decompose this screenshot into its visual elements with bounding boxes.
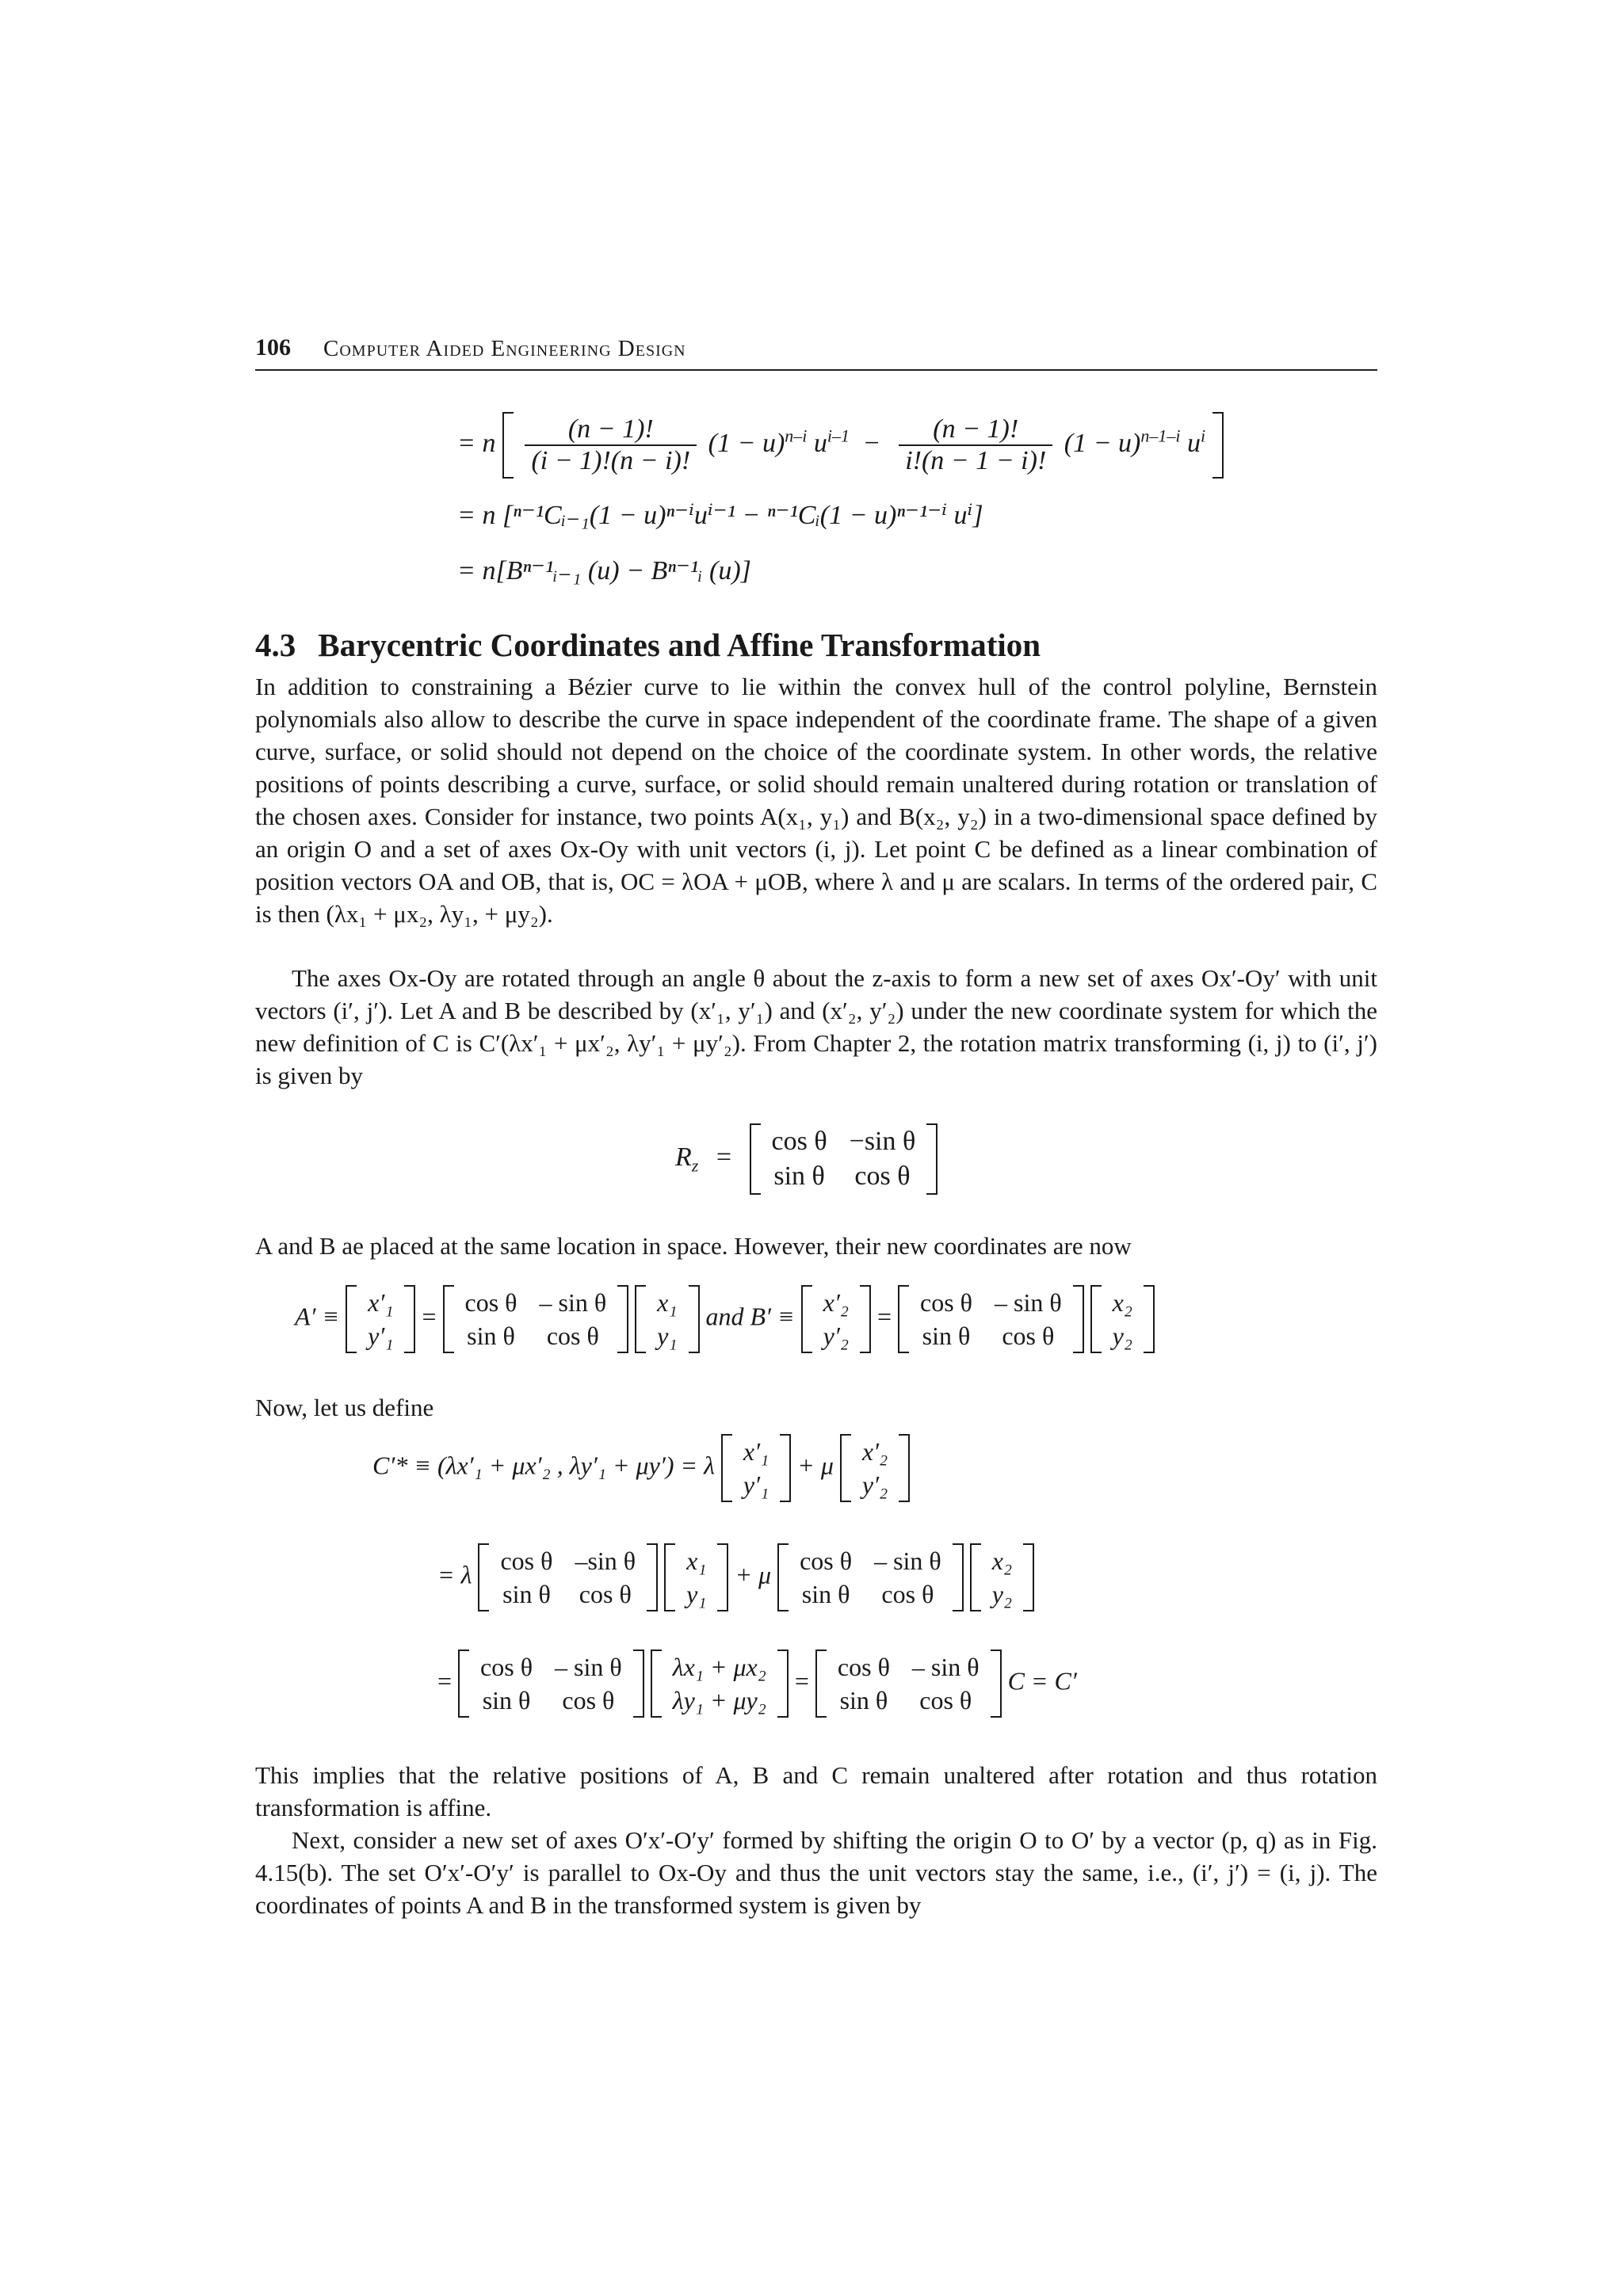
term-1-u: u xyxy=(813,428,827,458)
derivation-line-1 xyxy=(457,412,1224,479)
matrix-cell: sin θ xyxy=(502,1580,551,1608)
running-header xyxy=(255,333,1377,371)
fraction-2-numerator: (n − 1)! xyxy=(899,414,1052,446)
x2-vector xyxy=(1090,1285,1155,1353)
matrix-cell: cos θ xyxy=(919,1686,972,1714)
matrix-cell: cos θ xyxy=(854,1161,911,1191)
matrix-cell: – sin θ xyxy=(911,1653,980,1681)
combination-vector xyxy=(651,1650,789,1718)
matrix-cell: cos θ xyxy=(480,1653,533,1681)
paragraph-2: The axes Ox-Oy are rotated through an angle θ about the z-axis to form a new set of axes Ox′-Oy′ with unit vectors (i′, j′). Let A and B be described by (x′₁, y′₁) and (x′₂, y′₂) under the new coordinate system for which the new definition of C is C′(λx′₁ + μx′₂, λy′₁ + μy′₂). From Chapter 2, the rotation matrix transforming (i, j) to (i′, j′) is given by xyxy=(255,964,1377,1089)
rotation-matrix-subscript: z xyxy=(691,1155,699,1176)
page-number: 106 xyxy=(255,334,291,360)
equals-sign: = xyxy=(794,1666,809,1695)
matrix-cell: sin θ xyxy=(467,1322,515,1350)
matrix-cell: cos θ xyxy=(837,1653,890,1681)
matrix-cell: sin θ xyxy=(922,1322,971,1350)
vector-cell: x₂ xyxy=(1112,1288,1132,1317)
rotation-matrix xyxy=(750,1123,938,1195)
matrix-cell: –sin θ xyxy=(575,1547,636,1575)
vector-cell: x₁ xyxy=(657,1288,678,1317)
equals-sign: = xyxy=(876,1302,892,1331)
matrix-cell: cos θ xyxy=(920,1288,972,1317)
matrix-cell: cos θ xyxy=(771,1127,827,1156)
define-equation-line-3 xyxy=(437,1650,1077,1718)
paragraph-1: In addition to constraining a Bézier curve to lie within the convex hull of the control polyline, Bernstein polynomials also allow to describe the curve in space independent of the coordinate frame. The shape of a given curve, surface, or solid should not depend on the choice of the coordinate system. In other words, the relative positions of points describing a curve, surface, or solid should remain unaltered during rotation or translation of the chosen axes. Consider for instance, two points A(x₁, y₁) and B(x₂, y₂) in a two-dimensional space defined by an origin O and a set of axes Ox-Oy with unit vectors (i, j). Let point C be defined as a linear combination of position vectors OA and OB, that is, OC = λOA + μOB, where λ and μ are scalars. In terms of the ordered pair, C is then (λx₁ + μx₂, λy₁, + μy₂). xyxy=(255,673,1377,928)
rotation-matrix-3 xyxy=(458,1650,644,1718)
fraction-1 xyxy=(525,414,697,476)
define-equation-line-2 xyxy=(437,1543,1034,1611)
matrix-cell: cos θ xyxy=(464,1288,517,1317)
right-bracket xyxy=(1212,412,1224,479)
matrix-cell: sin θ xyxy=(839,1686,888,1714)
vector-cell: x₁ xyxy=(686,1547,707,1575)
book-page xyxy=(255,0,1377,2296)
vector-cell: x′₂ xyxy=(861,1437,888,1466)
derivation-prefix: = n xyxy=(457,428,496,458)
plus-mu: + μ xyxy=(797,1451,834,1480)
left-bracket xyxy=(502,412,514,479)
plus-mu: + μ xyxy=(735,1560,772,1589)
define-equation-line-1 xyxy=(372,1434,910,1502)
rotation-matrix-b xyxy=(898,1285,1084,1353)
matrix-cell: sin θ xyxy=(482,1686,531,1714)
matrix-cell: cos θ xyxy=(579,1580,632,1608)
matrix-cell: – sin θ xyxy=(874,1547,941,1575)
vector-cell: x′₁ xyxy=(743,1437,769,1466)
vector-cell: y₂ xyxy=(991,1580,1013,1608)
matrix-cell: cos θ xyxy=(546,1322,599,1350)
vector-cell: x′₂ xyxy=(823,1288,849,1317)
vector-cell: y′₂ xyxy=(861,1470,888,1499)
vector-cell: λx₁ + μx₂ xyxy=(672,1653,766,1681)
rotation-matrix-label: R xyxy=(675,1142,692,1172)
matrix-cell: sin θ xyxy=(773,1161,825,1191)
term-1: (1 − u) xyxy=(708,428,785,458)
rotation-matrix-equation xyxy=(675,1123,938,1195)
vector-cell: y₁ xyxy=(686,1580,707,1608)
matrix-cell: cos θ xyxy=(1002,1322,1055,1350)
c-equals-c-prime: C = C′ xyxy=(1007,1666,1077,1695)
matrix-cell: −sin θ xyxy=(849,1127,916,1156)
b-prime-label: and B′ ≡ xyxy=(705,1302,795,1331)
rotation-matrix-2 xyxy=(777,1543,964,1611)
equals-sign: = xyxy=(437,1666,453,1695)
vector-cell: x₂ xyxy=(991,1547,1013,1575)
fraction-2 xyxy=(899,414,1052,476)
matrix-cell: cos θ xyxy=(562,1686,615,1714)
paragraph-3: A and B ae placed at the same location in space. However, their new coordinates are now xyxy=(255,1232,1132,1260)
a-prime-label: A′ ≡ xyxy=(295,1302,340,1331)
term-2-exponent: n–1–i xyxy=(1140,425,1181,446)
equals-sign: = xyxy=(716,1142,732,1172)
matrix-cell: sin θ xyxy=(801,1580,850,1608)
matrix-cell: cos θ xyxy=(881,1580,934,1608)
paragraph-4: Now, let us define xyxy=(255,1394,434,1421)
matrix-cell: cos θ xyxy=(500,1547,553,1575)
term-2: (1 − u) xyxy=(1064,428,1141,458)
vector-1 xyxy=(721,1434,791,1502)
vector-cell: y′₁ xyxy=(743,1470,769,1499)
matrix-cell: – sin θ xyxy=(555,1653,622,1681)
vector-cell: y₂ xyxy=(1112,1322,1132,1350)
rotation-matrix-4 xyxy=(815,1650,1002,1718)
fraction-2-denominator: i!(n − 1 − i)! xyxy=(905,446,1047,475)
matrix-cell: cos θ xyxy=(800,1547,853,1575)
x1-vector xyxy=(635,1285,699,1353)
running-title: Computer Aided Engineering Design xyxy=(323,336,686,361)
rotation-matrix-1 xyxy=(478,1543,658,1611)
equals-sign: = xyxy=(422,1302,437,1331)
paragraph-5: This implies that the relative positions of A, B and C remain unaltered after rotation and thus rotation transformation is affine. xyxy=(255,1761,1377,1821)
v2-vector xyxy=(970,1543,1034,1611)
section-number: 4.3 xyxy=(255,627,296,663)
vector-cell: λy₁ + μy₂ xyxy=(672,1686,766,1714)
vector-cell: y′₂ xyxy=(823,1322,849,1350)
vector-cell: y′₁ xyxy=(368,1322,394,1350)
section-title: Barycentric Coordinates and Affine Transformation xyxy=(318,627,1041,663)
term-2-u-exponent: i xyxy=(1201,425,1206,446)
term-2-u: u xyxy=(1187,428,1201,458)
fraction-1-numerator: (n − 1)! xyxy=(525,414,697,446)
vector-cell: y₁ xyxy=(657,1322,678,1350)
term-1-exponent: n–i xyxy=(785,425,808,446)
b-prime-vector xyxy=(801,1285,871,1353)
minus-sign: − xyxy=(864,428,880,458)
transform-equation xyxy=(295,1285,1155,1353)
vector-2 xyxy=(840,1434,910,1502)
v1-vector xyxy=(664,1543,728,1611)
c-prime-star-definition: C′* ≡ (λx′₁ + μx′₂ , λy′₁ + μy′) = λ xyxy=(372,1451,715,1480)
vector-cell: x′₁ xyxy=(368,1288,394,1317)
term-1-u-exponent: i–1 xyxy=(827,425,850,446)
derivation-line-3: = n[Bⁿ⁻¹ᵢ₋₁ (u) − Bⁿ⁻¹ᵢ (u)] xyxy=(457,556,751,585)
rotation-matrix-a xyxy=(443,1285,629,1353)
matrix-cell: – sin θ xyxy=(539,1288,607,1317)
matrix-cell: – sin θ xyxy=(995,1288,1062,1317)
section-heading xyxy=(255,626,1041,664)
equals-lambda: = λ xyxy=(437,1560,472,1589)
paragraph-6: Next, consider a new set of axes O′x′-O′y′ formed by shifting the origin O to O′ by a vector (p, q) as in Fig. 4.15(b). The set O′x′-O′y′ is parallel to Ox-Oy and thus the unit vectors stay the same, i.e., (i′, j′) = (i, j). The coordinates of points A and B in the transformed system is given by xyxy=(255,1826,1377,1919)
fraction-1-denominator: (i − 1)!(n − i)! xyxy=(531,446,691,475)
derivation-line-2: = n [ⁿ⁻¹Cᵢ₋₁(1 − u)ⁿ⁻ⁱuⁱ⁻¹ − ⁿ⁻¹Cᵢ(1 − u)ⁿ⁻¹⁻ⁱ uⁱ] xyxy=(457,501,983,530)
a-prime-vector xyxy=(346,1285,415,1353)
